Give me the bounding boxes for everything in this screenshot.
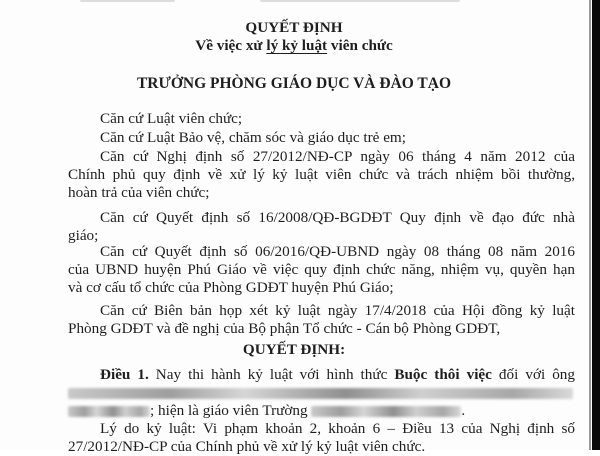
document-title: QUYẾT ĐỊNH [245, 19, 343, 36]
scan-border [592, 0, 600, 450]
redacted-location [68, 406, 150, 417]
article-1-line: ; hiện là giáo viên Trường . [68, 402, 465, 420]
penalty-type: Buộc thôi việc [394, 366, 492, 383]
redacted-line [68, 384, 575, 402]
article-1-line: Điều 1. Nay thi hành kỷ luật với hình thức Buộc thôi việc đối với ông [100, 366, 575, 383]
decision-heading: QUYẾT ĐỊNH: [242, 341, 346, 358]
preamble-line: Căn cứ Quyết định số 06/2016/QĐ-UBND ngày 08 tháng 08 năm 2016 [100, 243, 575, 260]
document-subtitle: Về việc xử lý kỷ luật viên chức [195, 37, 393, 54]
cropped-header-left [80, 0, 175, 2]
preamble-line: Chính phủ quy định về xử lý kỷ luật viên chức và trách nhiệm bồi thường, [68, 166, 575, 183]
preamble-line: Căn cứ Quyết định số 16/2008/QĐ-BGDĐT Quy định về đạo đức nhà [100, 209, 575, 226]
page-edge-line [589, 0, 591, 450]
preamble-line: giáo; [68, 227, 99, 244]
redacted-name-address [68, 388, 573, 399]
preamble-line: Căn cứ Luật Bảo vệ, chăm sóc và giáo dục trẻ em; [100, 129, 406, 146]
preamble-line: Căn cứ Biên bản họp xét kỷ luật ngày 17/4/2018 của Hội đồng kỷ luật [100, 302, 575, 319]
preamble-line: Phòng GDĐT và đề nghị của Bộ phận Tổ chức - Cán bộ Phòng GDĐT, [68, 320, 501, 337]
preamble-line: Căn cứ Luật viên chức; [100, 110, 243, 127]
article-1-reason: Lý do kỷ luật: Vi phạm khoản 2, khoản 6 – Điều 13 của Nghị định số [100, 420, 575, 437]
subtitle-underlined: lý kỷ luật [266, 37, 328, 54]
article-1-reason: 27/2012/NĐ-CP của Chính phủ về xử lý kỷ luật viên chức. [68, 438, 426, 455]
cropped-header-right [260, 0, 460, 2]
preamble-line: và cơ cấu tổ chức của Phòng GDĐT huyện Phú Giáo; [68, 279, 394, 296]
preamble-line: Căn cứ Nghị định số 27/2012/NĐ-CP ngày 06 tháng 4 năm 2012 của [100, 148, 575, 165]
preamble-line: của UBND huyện Phú Giáo về việc quy định chức năng, nhiệm vụ, quyền hạn [68, 261, 575, 278]
issuing-authority: TRƯỞNG PHÒNG GIÁO DỤC VÀ ĐÀO TẠO [136, 75, 452, 92]
article-label: Điều 1. [100, 366, 149, 383]
preamble-line: hoàn trả của viên chức; [68, 184, 210, 201]
redacted-school-name [311, 406, 461, 417]
